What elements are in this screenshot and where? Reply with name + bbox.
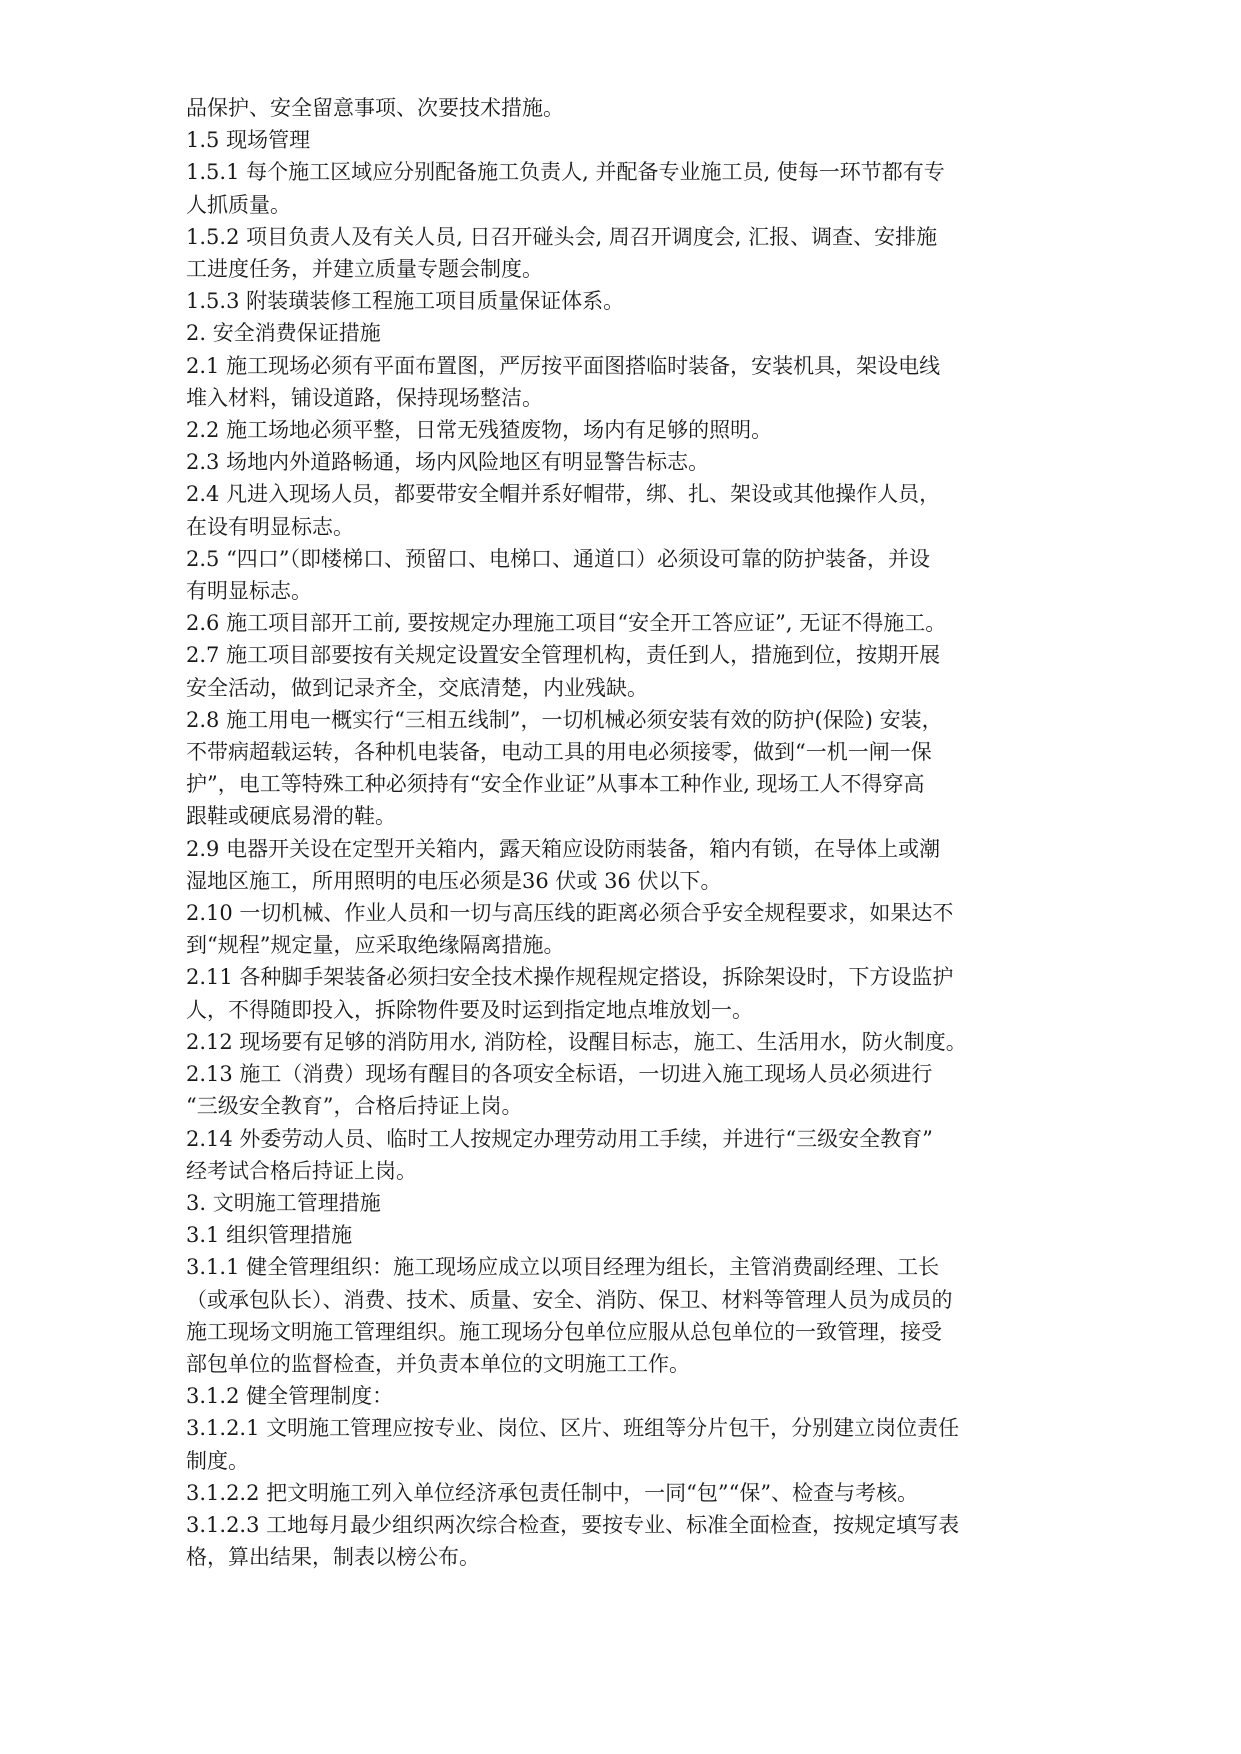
text-line: 部包单位的监督检查，并负责本单位的文明施工工作。: [186, 1351, 690, 1376]
text-line: 1.5.2 项目负责人及有关人员, 日召开碰头会, 周召开调度会, 汇报、调查、安排施: [186, 224, 938, 249]
text-line: 2.7 施工项目部要按有关规定设置安全管理机构，责任到人，措施到位，按期开展: [186, 643, 941, 668]
text-line: 制度。: [186, 1448, 249, 1473]
text-line: 2.10 一切机械、作业人员和一切与高压线的距离必须合乎安全规程要求，如果达不: [186, 901, 954, 926]
text-line: （或承包队长）、消费、技术、质量、安全、消防、保卫、材料等管理人员为成员的: [186, 1287, 953, 1312]
text-line: 湿地区施工，所用照明的电压必须是36 伏或 36 伏以下。: [186, 868, 722, 893]
text-line: 安全活动，做到记录齐全，交底清楚，内业残缺。: [186, 675, 648, 700]
text-line: 跟鞋或硬底易滑的鞋。: [186, 804, 396, 829]
text-line: 2.5 “四口”（即楼梯口、预留口、电梯口、通道口）必须设可靠的防护装备，并设: [186, 546, 931, 571]
text-line: 不带病超载运转，各种机电装备，电动工具的用电必须接零，做到“一机一闸一保: [186, 740, 932, 765]
text-line: 2.11 各种脚手架装备必须扫安全技术操作规程规定搭设，拆除架设时，下方设监护: [186, 965, 954, 990]
text-line: 工进度任务，并建立质量专题会制度。: [186, 257, 543, 282]
text-line: 护”，电工等特殊工种必须持有“安全作业证”从事本工种作业, 现场工人不得穿高: [186, 772, 925, 797]
text-line: “三级安全教育”，合格后持证上岗。: [186, 1094, 523, 1119]
text-line: 2.3 场地内外道路畅通，场内风险地区有明显警告标志。: [186, 450, 710, 475]
text-line: 1.5.1 每个施工区域应分别配备施工负责人, 并配备专业施工员, 使每一环节都有专: [186, 160, 945, 185]
text-line: 经考试合格后持证上岗。: [186, 1158, 417, 1183]
section-heading: 3.1 组织管理措施: [186, 1223, 353, 1248]
text-line: 品保护、安全留意事项、次要技术措施。: [186, 96, 564, 120]
text-line: 人，不得随即投入，拆除物件要及时运到指定地点堆放划一。: [186, 997, 753, 1022]
text-line: 2.6 施工项目部开工前, 要按规定办理施工项目“安全开工答应证”, 无证不得施工。: [186, 611, 947, 636]
text-line: 3.1.2.1 文明施工管理应按专业、岗位、区片、班组等分片包干，分别建立岗位责任: [186, 1416, 960, 1441]
text-line: 2.2 施工场地必须平整，日常无残猹废物，场内有足够的照明。: [186, 418, 773, 443]
text-line: 到“规程”规定量，应采取绝缘隔离措施。: [186, 933, 565, 958]
text-line: 堆入材料，铺设道路，保持现场整洁。: [186, 385, 543, 410]
text-line: 在设有明显标志。: [186, 514, 354, 539]
text-line: 3.1.2.2 把文明施工列入单位经济承包责任制中，一同“包”“保”、检查与考核。: [186, 1480, 919, 1505]
text-line: 2.12 现场要有足够的消防用水, 消防栓，设醒目标志，施工、生活用水，防火制度。: [186, 1029, 967, 1054]
text-line: 3.1.1 健全管理组织：施工现场应成立以项目经理为组长，主管消费副经理、工长: [186, 1255, 940, 1280]
text-line: 施工现场文明施工管理组织。施工现场分包单位应服从总包单位的一致管理，接受: [186, 1319, 942, 1344]
section-heading: 2. 安全消费保证措施: [186, 321, 381, 346]
text-line: 人抓质量。: [186, 192, 291, 217]
text-line: 2.9 电器开关设在定型开关箱内，露天箱应设防雨装备，箱内有锁，在导体上或潮: [186, 836, 941, 861]
text-line: 2.4 凡进入现场人员，都要带安全帽并系好帽带，绑、扎、架设或其他操作人员，: [186, 482, 941, 507]
section-heading: 1.5 现场管理: [186, 128, 311, 153]
text-line: 3.1.2.3 工地每月最少组织两次综合检查，要按专业、标准全面检查，按规定填写表: [186, 1512, 960, 1537]
text-line: 3.1.2 健全管理制度：: [186, 1384, 394, 1409]
section-heading: 3. 文明施工管理措施: [186, 1190, 381, 1215]
document-body: [186, 92, 1106, 1573]
text-line: 1.5.3 附装璜装修工程施工项目质量保证体系。: [186, 289, 625, 314]
text-line: 格，算出结果，制表以榜公布。: [186, 1545, 480, 1570]
text-line: 2.13 施工（消费）现场有醒目的各项安全标语，一切进入施工现场人员必须进行: [186, 1062, 933, 1087]
text-line: 2.8 施工用电一概实行“三相五线制”，一切机械必须安装有效的防护(保险) 安装，: [186, 707, 943, 732]
text-line: 有明显标志。: [186, 579, 312, 604]
text-line: 2.1 施工现场必须有平面布置图，严厉按平面图搭临时装备，安装机具，架设电线: [186, 353, 941, 378]
text-line: 2.14 外委劳动人员、临时工人按规定办理劳动用工手续，并进行“三级安全教育”: [186, 1126, 933, 1151]
